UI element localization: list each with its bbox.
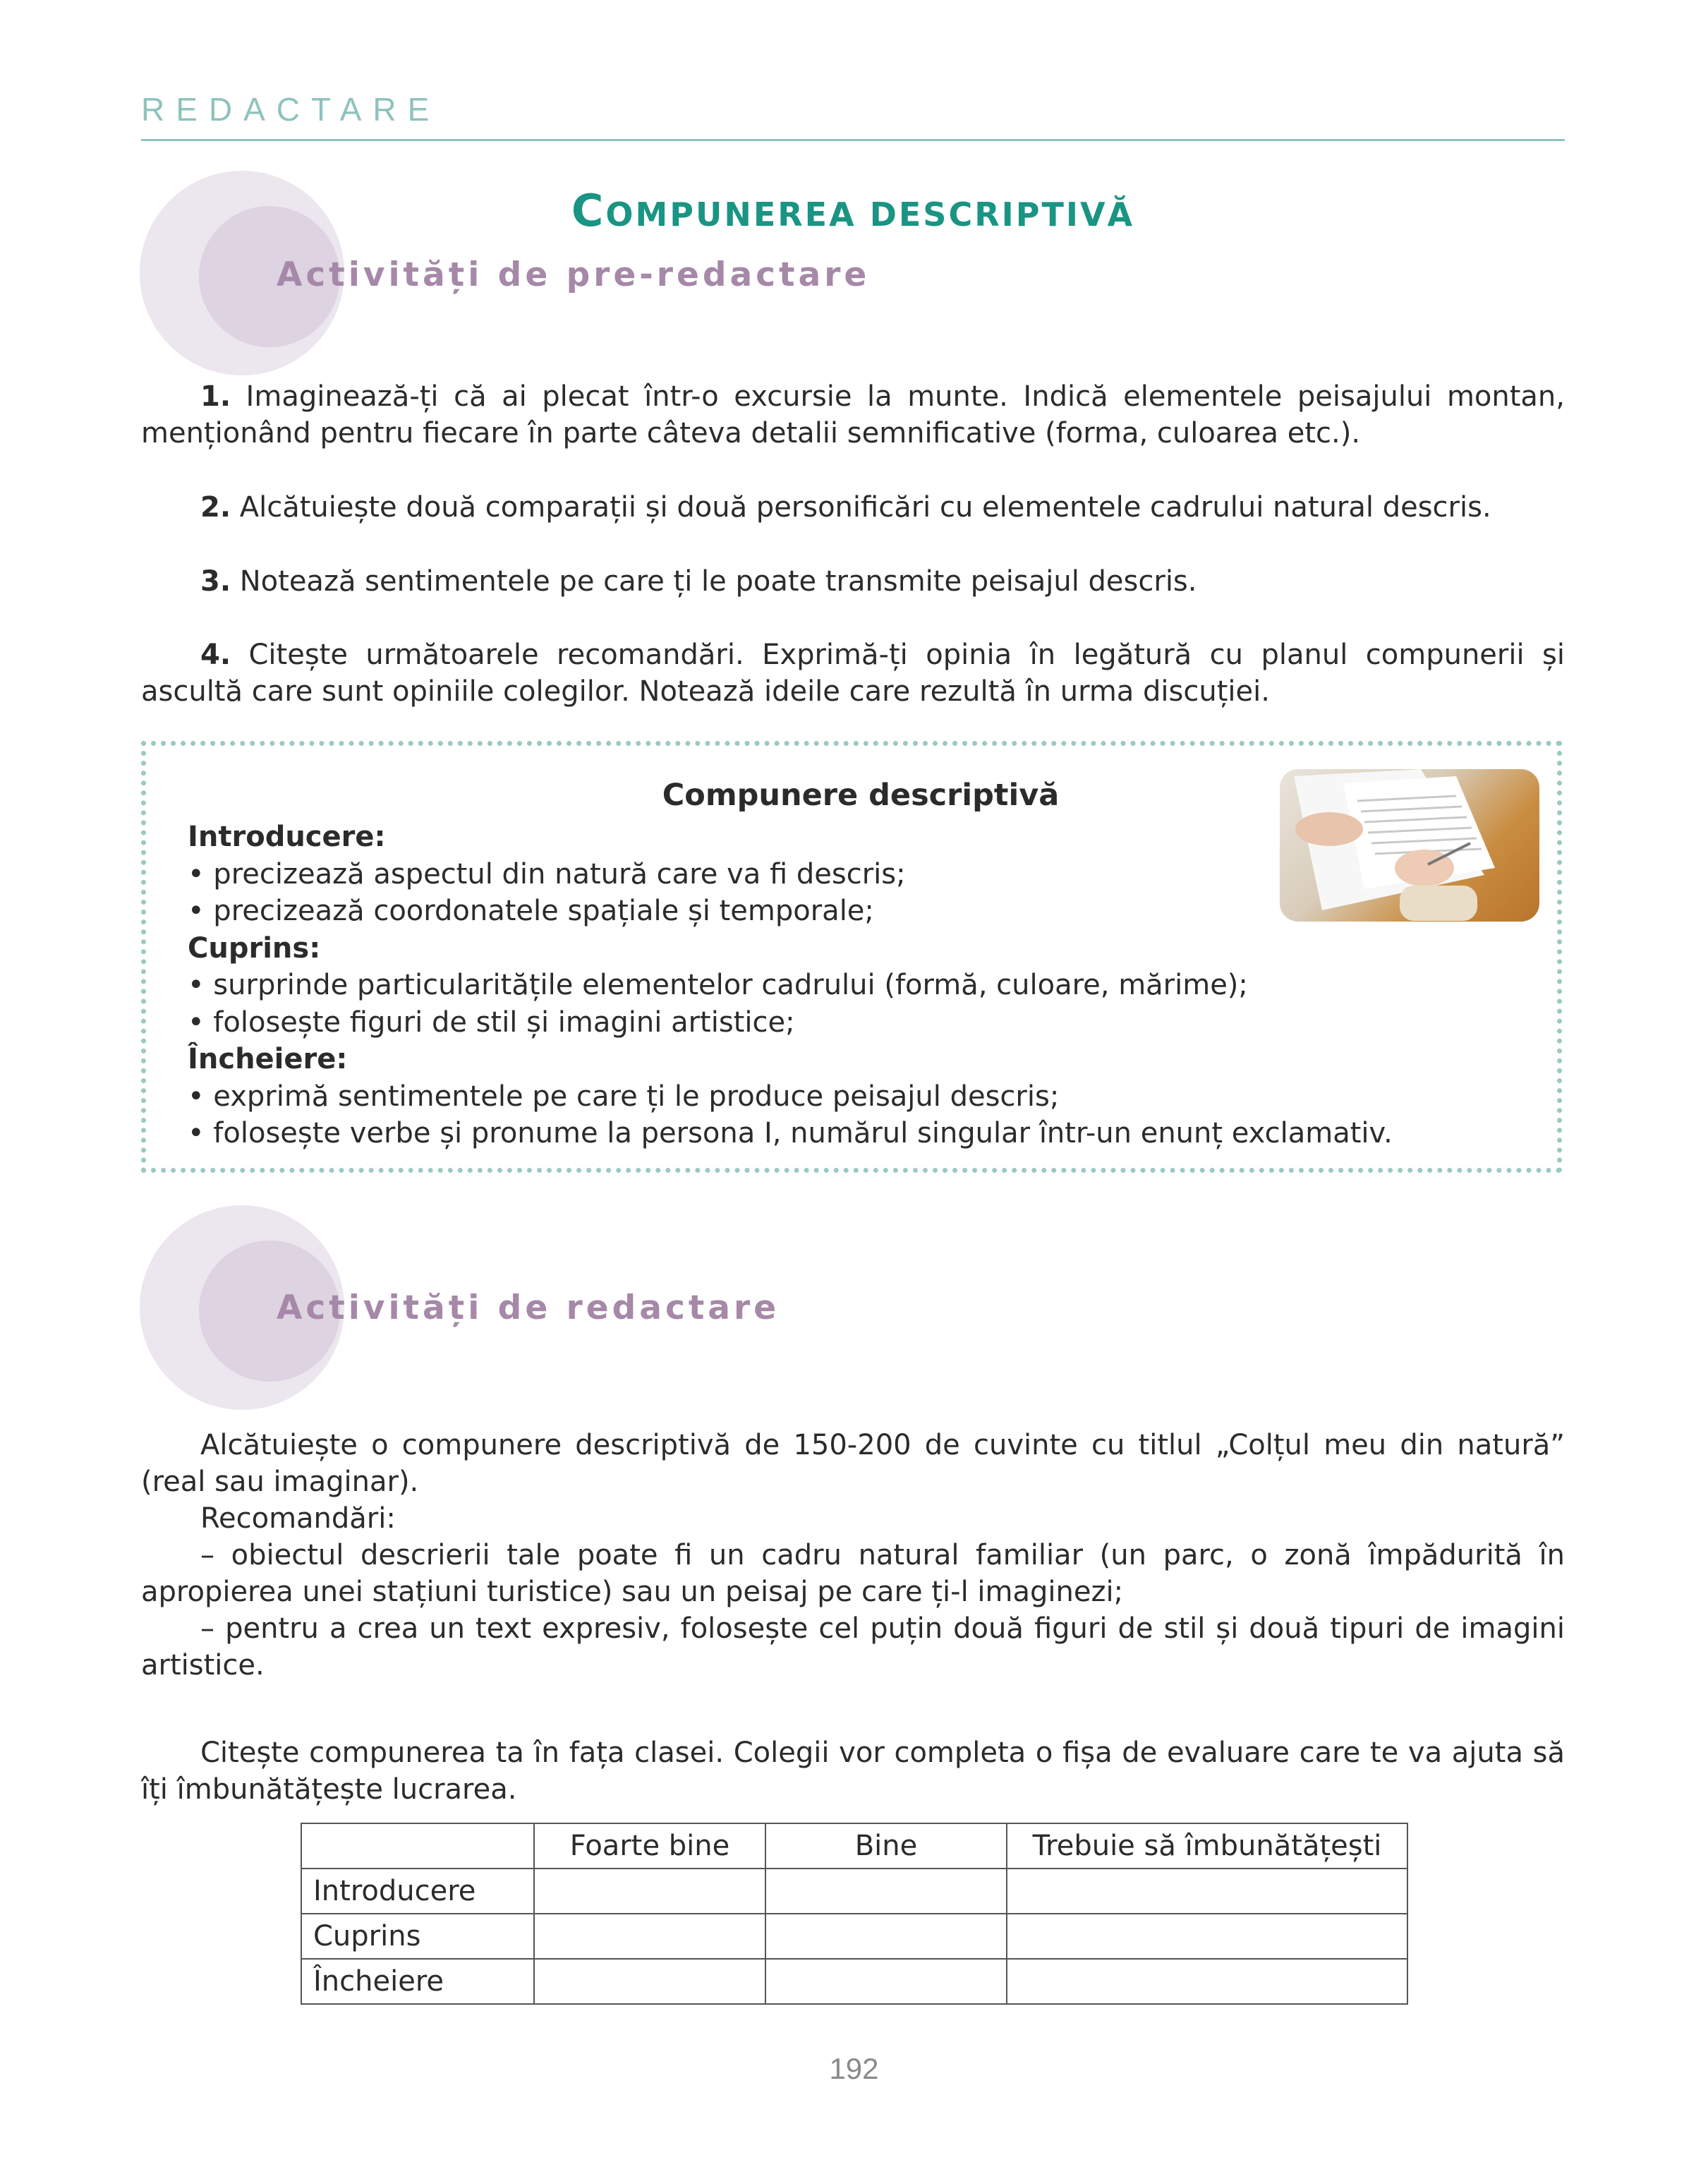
evaluation-table: [301, 1823, 1408, 2005]
table-cell[interactable]: [765, 1869, 1007, 1914]
table-header-cell: Foarte bine: [534, 1823, 765, 1869]
list-item: • folosește figuri de stil și imagini artistice;: [188, 1006, 795, 1039]
table-row: [301, 1959, 1407, 2004]
recommendation-1: – obiectul descrierii tale poate fi un cadru natural familiar (un parc, o zonă împădurită în apropierea unei stațiuni turistice) sau un peisaj pe care ți-l imaginezi;: [141, 1539, 1565, 1608]
box-heading-incheiere: Încheiere:: [188, 1043, 348, 1075]
table-cell[interactable]: [1007, 1869, 1407, 1914]
table-cell[interactable]: [534, 1869, 765, 1914]
section-label: REDACTARE: [141, 91, 441, 128]
box-heading-introducere: Introducere:: [188, 821, 386, 853]
box-title: Compunere descriptivă: [662, 778, 1060, 813]
table-cell[interactable]: [1007, 1959, 1407, 2004]
redactare-instruction: Alcătuiește o compunere descriptivă de 150-200 de cuvinte cu titlul „Colțul meu din natură” (real sau imaginar).: [141, 1429, 1565, 1498]
table-cell[interactable]: [1007, 1914, 1407, 1959]
table-row: [301, 1869, 1407, 1914]
table-cell[interactable]: [765, 1959, 1007, 2004]
box-heading-cuprins: Cuprins:: [188, 931, 321, 965]
page-number: 192: [829, 2052, 879, 2085]
table-row: [301, 1914, 1407, 1959]
recommendations-label: Recomandări:: [200, 1502, 396, 1535]
list-item: • exprimă sentimentele pe care ți le produce peisajul descris;: [188, 1080, 1060, 1113]
exercise-2: 2. Alcătuiește două comparații și două personificări cu elementele cadrului natural descris.: [200, 491, 1491, 524]
row-label: Încheiere: [301, 1959, 534, 2004]
recommendation-2: – pentru a crea un text expresiv, folosește cel puțin două figuri de stil și două tipuri de imagini artistice.: [141, 1612, 1565, 1682]
evaluation-instruction: Citește compunerea ta în fața clasei. Colegii vor completa o fișa de evaluare care te va ajuta să îți îmbunătățește lucrarea.: [141, 1737, 1565, 1806]
row-label: Introducere: [301, 1869, 534, 1914]
table-cell[interactable]: [534, 1914, 765, 1959]
table-header-cell: Trebuie să îmbunătățești: [1007, 1823, 1407, 1869]
exercise-4: 4. Citește următoarele recomandări. Exprimă-ți opinia în legătură cu planul compunerii și ascultă care sunt opiniile colegilor. Notează ideile care rezultă în urma discuției.: [141, 639, 1565, 708]
page-title: COMPUNEREA DESCRIPTIVĂ: [571, 185, 1135, 236]
exercise-3: 3. Notează sentimentele pe care ți le poate transmite peisajul descris.: [200, 565, 1197, 598]
header-divider: [141, 139, 1565, 141]
pre-redactare-heading: Activități de pre-redactare: [277, 255, 871, 294]
table-cell[interactable]: [765, 1914, 1007, 1959]
exercise-1: 1. Imaginează-ți că ai plecat într-o excursie la munte. Indică elementele peisajului montan, menționând pentru fiecare în parte câteva detalii semnificative (forma, culoarea etc.).: [141, 380, 1565, 449]
table-header-row: [301, 1823, 1407, 1869]
list-item: • folosește verbe și pronume la persona I, numărul singular într-un enunț exclamativ.: [188, 1117, 1393, 1149]
list-item: • precizează aspectul din natură care va fi descris;: [188, 857, 906, 891]
table-cell[interactable]: [534, 1959, 765, 2004]
redactare-heading: Activități de redactare: [277, 1288, 780, 1327]
row-label: Cuprins: [301, 1914, 534, 1959]
list-item: • precizează coordonatele spațiale și temporale;: [188, 895, 874, 927]
list-item: • surprinde particularitățile elementelor cadrului (formă, culoare, mărime);: [188, 969, 1248, 1001]
table-header-cell: Bine: [765, 1823, 1007, 1869]
box-content: [188, 819, 1528, 1152]
table-header-cell: [301, 1823, 534, 1869]
